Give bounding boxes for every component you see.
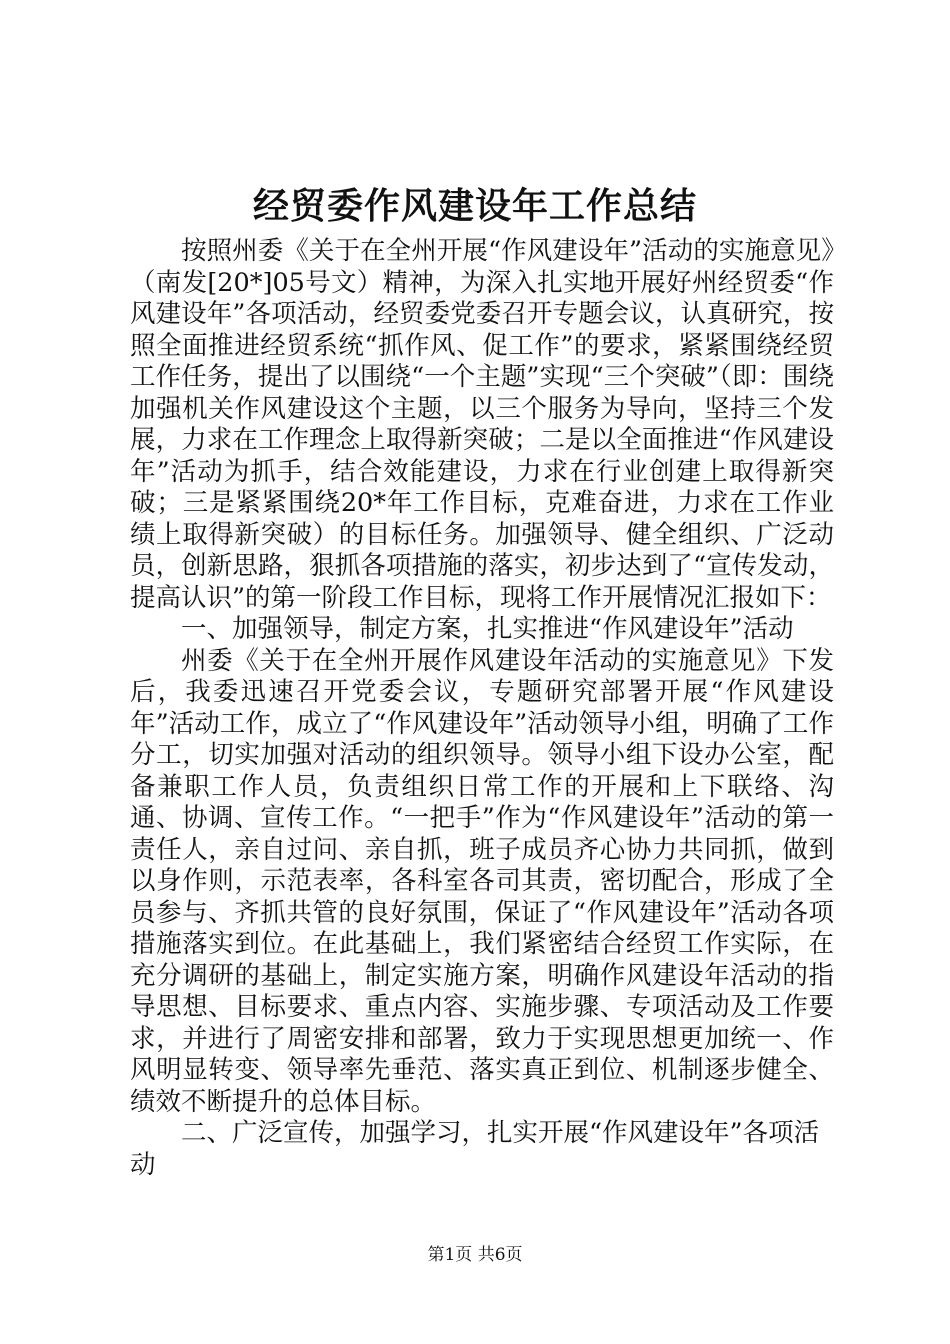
section-heading-2: 二、广泛宣传，加强学习，扎实开展“作风建设年”各项活动 xyxy=(130,1118,820,1180)
document-body xyxy=(130,236,834,1181)
document-title: 经贸委作风建设年工作总结 xyxy=(252,185,697,227)
section-heading-1: 一、加强领导，制定方案，扎实推进“作风建设年”活动 xyxy=(181,614,794,644)
section-1-paragraph: 州委《关于在全州开展作风建设年活动的实施意见》下发后，我委迅速召开党委会议，专题研究部署开展“作风建设年”活动工作，成立了“作风建设年”活动领导小组，明确了工作分工，切实加强对活动的组织领导。领导小组下设办公室，配备兼职工作人员，负责组织日常工作的开展和上下联络、沟通、协调、宣传工作。“一把手”作为“作风建设年”活动的第一责任人，亲自过问、亲自抓，班子成员齐心协力共同抓，做到以身作则，示范表率，各科室各司其责，密切配合，形成了全员参与、齐抓共管的良好氛围，保证了“作风建设年”活动各项措施落实到位。在此基础上，我们紧密结合经贸工作实际，在充分调研的基础上，制定实施方案，明确作风建设年活动的指导思想、目标要求、重点内容、实施步骤、专项活动及工作要求，并进行了周密安排和部署，致力于实现思想更加统一、作风明显转变、领导率先垂范、落实真正到位、机制逐步健全、绩效不断提升的总体目标。 xyxy=(130,645,834,1117)
page-number-footer: 第1页 共6页 xyxy=(427,1245,523,1265)
intro-paragraph: 按照州委《关于在全州开展“作风建设年”活动的实施意见》（南发[20*]05号文）精神，为深入扎实地开展好州经贸委“作风建设年”各项活动，经贸委党委召开专题会议，认真研究，按照全面推进经贸系统“抓作风、促工作”的要求，紧紧围绕经贸工作任务，提出了以围绕“一个主题”实现“三个突破”（即：围绕加强机关作风建设这个主题，以三个服务为导向，坚持三个发展，力求在工作理念上取得新突破；二是以全面推进“作风建设年”活动为抓手，结合效能建设，力求在行业创建上取得新突破；三是紧紧围绕20*年工作目标，克难奋进，力求在工作业绩上取得新突破）的目标任务。加强领导、健全组织、广泛动员，创新思路，狠抓各项措施的落实，初步达到了“宣传发动，提高认识”的第一阶段工作目标，现将工作开展情况汇报如下： xyxy=(130,236,834,613)
